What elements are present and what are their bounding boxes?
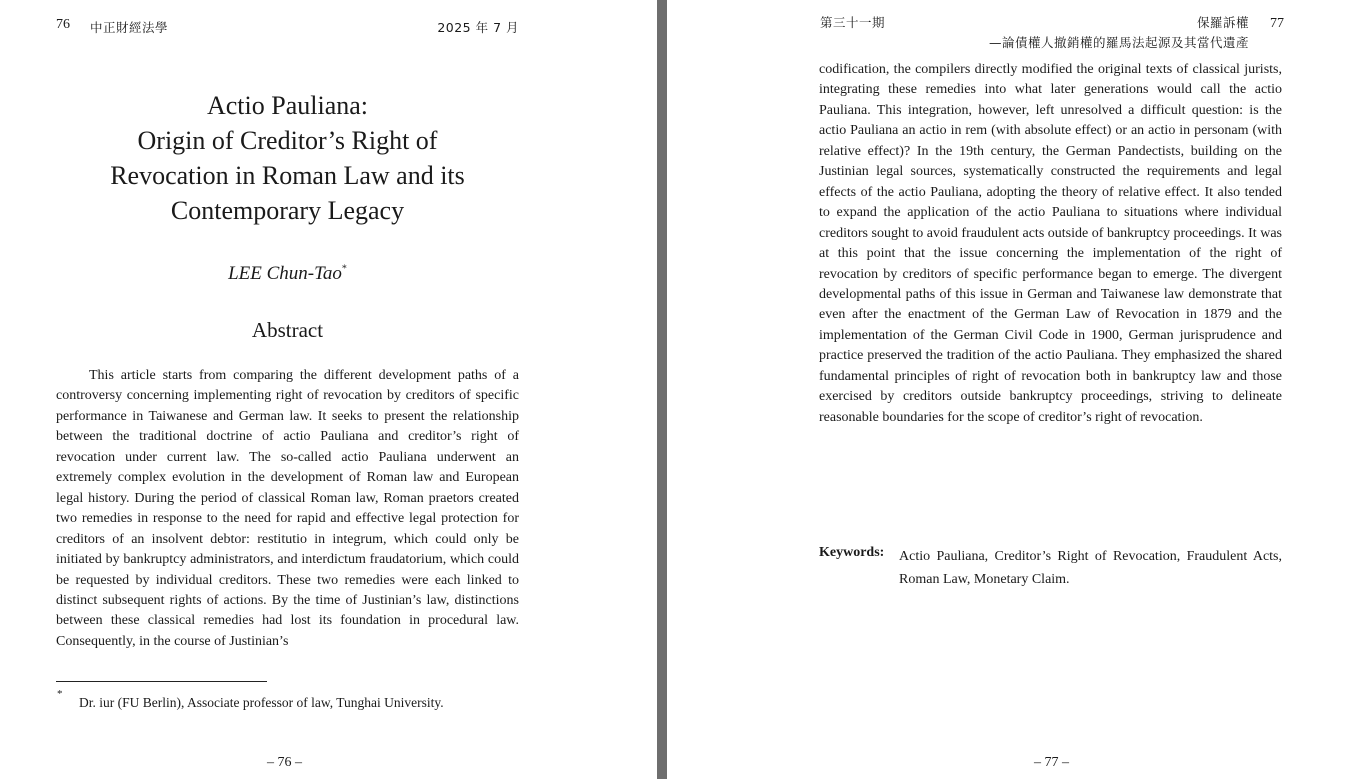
- page-gutter: [657, 0, 667, 779]
- title-line: Actio Pauliana:: [206, 91, 368, 120]
- left-header-page-number: 76: [56, 17, 70, 32]
- keywords-list: Actio Pauliana, Creditor’s Right of Revocation, Fraudulent Acts, Roman Law, Monetary Claim.: [899, 549, 1282, 587]
- volume-label: 第三十一期: [820, 15, 886, 30]
- keywords-label: Keywords:: [819, 545, 885, 560]
- abstract-paragraph: This article starts from comparing the different development paths of a controversy concerning implementing right of revocation by creditors of specific performance in Taiwanese and German law. It seeks to present the relationship between the traditional doctrine of actio Pauliana and creditor’s right of revocation under current law. The so-called actio Pauliana underwent an extremely complex evolution in the development of Roman law and European legal history. During the period of classical Roman law, Roman praetors created two remedies in response to the need for rapid and effective legal protection for creditors of an insolvent debtor: restitutio in integrum, which could only be initiated by bankruptcy administrators, and interdictum fraudatorium, which could be requested by individual creditors. These two remedies were each linked to distinct subsequent rights of actions. By the time of Justinian’s law, distinctions between these classical remedies had lost its foundation in procedural law. Consequently, in the course of Justinian’s: [56, 368, 519, 649]
- author-line: [56, 263, 519, 285]
- journal-name: 中正財經法學: [90, 20, 169, 35]
- right-header-page-number: 77: [1270, 16, 1284, 31]
- right-folio: – 77 –: [1034, 755, 1069, 770]
- left-page: [0, 0, 657, 779]
- left-header-journal: [90, 18, 168, 37]
- author-footnote-mark: *: [341, 263, 347, 275]
- issue-date: 2025 年 7 月: [437, 20, 519, 35]
- footnote-text: Dr. iur (FU Berlin), Associate professor of law, Tunghai University.: [79, 695, 444, 710]
- right-page: [667, 0, 1368, 779]
- title-line: Origin of Creditor’s Right of: [137, 126, 438, 155]
- right-header-subtitle: [989, 33, 1249, 52]
- abstract-continuation: codification, the compilers directly modified the original texts of classical jurists, integrating these remedies into what later generations would call the actio Pauliana. This integration, however, left unresolved a difficult question: is the actio Pauliana an actio in rem (with absolute effect) or an actio in personam (with relative effect)? In the 19th century, the German Pandectists, building on the Justinian legal sources, systematically constructed the requirements and legal effects of the actio Pauliana, adopting the theory of relative effect. It also tended to expand the application of the actio Pauliana to situations where individual creditors sought to avoid fraudulent acts outside of bankruptcy proceedings. It was at this point that the issue concerning the implementation of the right of revocation by creditors of specific performance began to emerge. The divergent developmental paths of this issue in German and Taiwanese law demonstrate that even after the enactment of the German Law of Revocation in 1879 and the implementation of the German Civil Code in 1900, German jurisprudence and practice preserved the tradition of the actio Pauliana. They emphasized the shared fundamental principles of right of revocation both in bankruptcy law and those exercised by creditors outside bankruptcy proceedings, striving to delineate reasonable boundaries for the scope of creditor’s right of revocation.: [819, 62, 1282, 425]
- abstract-heading: Abstract: [251, 318, 324, 342]
- left-folio: – 76 –: [267, 755, 302, 770]
- title-line: Contemporary Legacy: [170, 196, 405, 225]
- author-name: LEE Chun-Tao: [228, 263, 342, 284]
- left-header-date: [437, 18, 519, 37]
- title-line: Revocation in Roman Law and its: [110, 161, 465, 190]
- running-title: 保羅訴權: [1196, 15, 1249, 30]
- right-header-running-title: [1197, 13, 1249, 32]
- right-header-volume: [820, 13, 885, 32]
- article-title: [56, 88, 519, 228]
- footnote-mark: *: [57, 688, 63, 700]
- running-subtitle: —論債權人撤銷權的羅馬法起源及其當代遺產: [988, 35, 1249, 50]
- footnote-divider: [56, 681, 267, 682]
